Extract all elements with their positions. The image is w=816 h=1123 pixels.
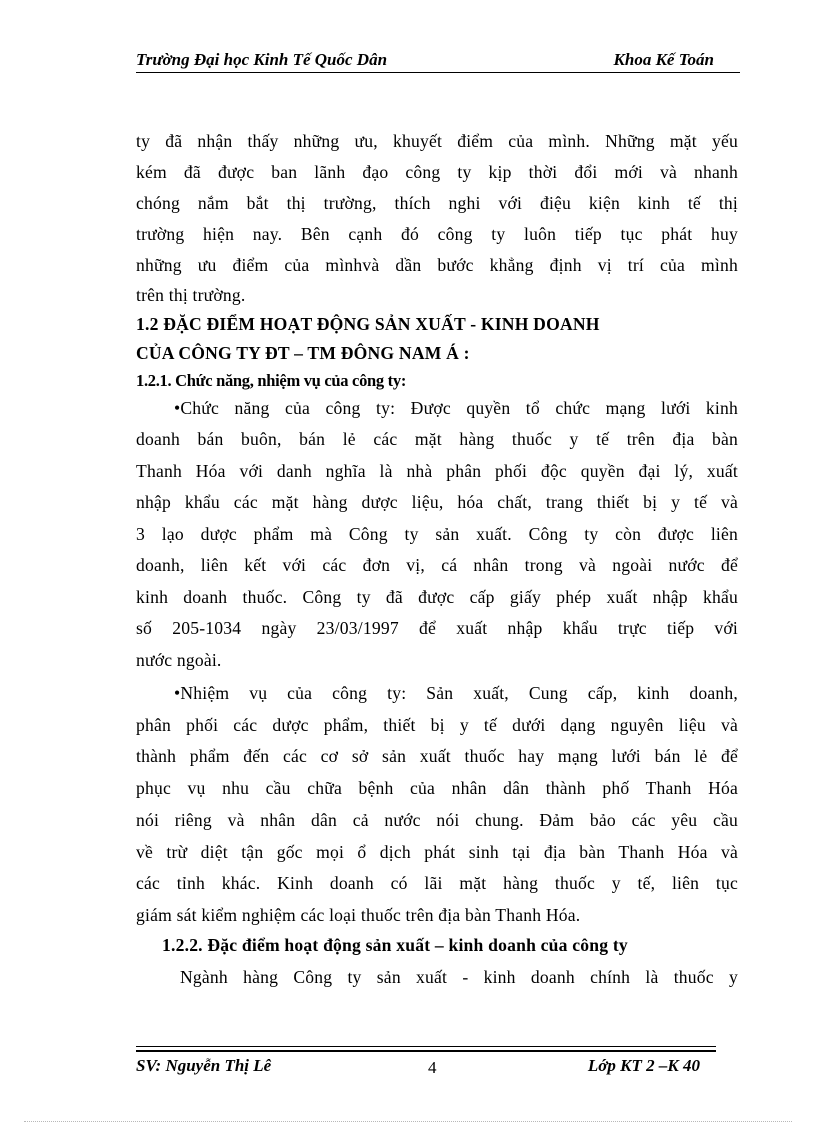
paragraph-line: Ngành hàng Công ty sản xuất - kinh doanh chính là thuốc y — [180, 967, 738, 987]
paragraph-line: về trừ diệt tận gốc mọi ổ dịch phát sinh tại địa bàn Thanh Hóa và — [136, 842, 738, 862]
paragraph-line: nước ngoài. — [136, 650, 222, 670]
paragraph-line: các tỉnh khác. Kinh doanh có lãi mặt hàng thuốc y tế, liên tục — [136, 873, 738, 893]
paragraph-line: trường hiện nay. Bên cạnh đó công ty luôn tiếp tục phát huy — [136, 224, 738, 244]
page-number: 4 — [428, 1058, 437, 1077]
paragraph-line: số 205-1034 ngày 23/03/1997 để xuất nhập khẩu trực tiếp với — [136, 618, 738, 638]
header-faculty: Khoa Kế Toán — [613, 50, 714, 69]
page-header — [136, 46, 740, 74]
section-heading: CỦA CÔNG TY ĐT – TM ĐÔNG NAM Á : — [136, 343, 470, 363]
header-rule — [136, 72, 740, 73]
paragraph-line: doanh bán buôn, bán lẻ các mặt hàng thuốc y tế trên địa bàn — [136, 429, 738, 449]
paragraph-line: •Nhiệm vụ của công ty: Sản xuất, Cung cấp, kinh doanh, — [174, 683, 738, 703]
paragraph-line: phục vụ nhu cầu chữa bệnh của nhân dân thành phố Thanh Hóa — [136, 778, 738, 798]
paragraph-line: những ưu điểm của mìnhvà dần bước khẳng định vị trí của mình — [136, 255, 738, 275]
paragraph-line: giám sát kiểm nghiệm các loại thuốc trên địa bàn Thanh Hóa. — [136, 905, 581, 925]
subheading-functions: 1.2.1. Chức năng, nhiệm vụ của công ty: — [136, 371, 407, 390]
paragraph-line: nói riêng và nhân dân cả nước nói chung. Đảm bảo các yêu cầu — [136, 810, 738, 830]
footer-rule — [136, 1050, 716, 1052]
paragraph-line: kinh doanh thuốc. Công ty đã được cấp giấy phép xuất nhập khẩu — [136, 587, 738, 607]
paragraph-line: phân phối các dược phẩm, thiết bị y tế dưới dạng nguyên liệu và — [136, 715, 738, 735]
page-footer — [136, 1046, 716, 1086]
paragraph-line: kém đã được ban lãnh đạo công ty kịp thời đổi mới và nhanh — [136, 162, 738, 182]
paragraph-line: Thanh Hóa với danh nghĩa là nhà phân phối độc quyền đại lý, xuất — [136, 461, 738, 481]
paragraph-line: nhập khẩu các mặt hàng dược liệu, hóa chất, trang thiết bị y tế và — [136, 492, 738, 512]
paragraph-line: thành phẩm đến các cơ sở sản xuất thuốc hay mạng lưới bán lẻ để — [136, 746, 738, 766]
header-university: Trường Đại học Kinh Tế Quốc Dân — [136, 50, 388, 69]
paragraph-line: 3 lạo dược phẩm mà Công ty sản xuất. Công ty còn được liên — [136, 524, 738, 544]
paragraph-line: chóng nắm bắt thị trường, thích nghi với điệu kiện kinh tế thị — [136, 193, 738, 213]
page-edge-divider — [24, 1121, 792, 1122]
paragraph-line: ty đã nhận thấy những ưu, khuyết điểm của mình. Những mặt yếu — [136, 131, 738, 151]
paragraph-line: doanh, liên kết với các đơn vị, cá nhân trong và ngoài nước để — [136, 555, 738, 575]
paragraph-line: trên thị trường. — [136, 285, 246, 305]
footer-student: SV: Nguyễn Thị Lê — [136, 1056, 272, 1075]
subheading-operations: 1.2.2. Đặc điểm hoạt động sản xuất – kinh doanh của công ty — [162, 935, 628, 955]
footer-rule — [136, 1046, 716, 1047]
footer-class: Lớp KT 2 –K 40 — [587, 1056, 700, 1075]
section-heading: 1.2 ĐẶC ĐIỂM HOẠT ĐỘNG SẢN XUẤT - KINH DOANH — [136, 314, 600, 334]
paragraph-line: •Chức năng của công ty: Được quyền tổ chức mạng lưới kinh — [174, 398, 738, 418]
